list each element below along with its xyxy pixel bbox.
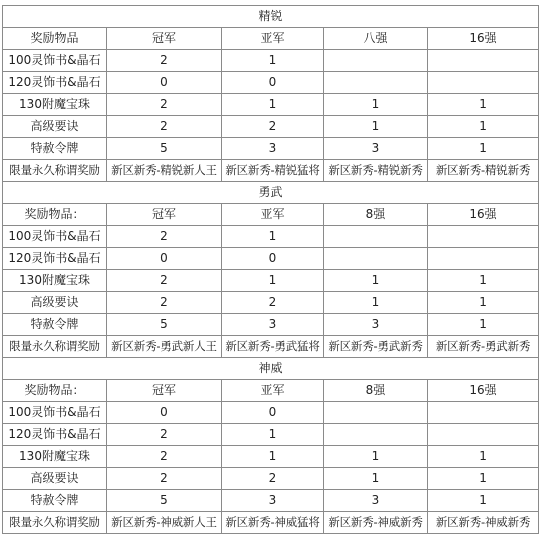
- section-title: 精锐: [3, 6, 539, 28]
- section-title-row: [3, 358, 539, 380]
- table-row: [3, 116, 539, 138]
- header-cell-champion: 冠军: [107, 380, 222, 402]
- value-cell: 2: [107, 94, 222, 116]
- value-cell: 2: [107, 292, 222, 314]
- header-cell-item: 奖励物品：: [3, 380, 107, 402]
- header-cell-top16: 16强: [428, 204, 539, 226]
- table-row: [3, 402, 539, 424]
- value-cell: 0: [107, 72, 222, 94]
- value-cell: 1: [324, 270, 428, 292]
- table-row: [3, 270, 539, 292]
- value-cell: 2: [107, 226, 222, 248]
- value-cell: [428, 50, 539, 72]
- header-cell-runner-up: 亚军: [222, 380, 324, 402]
- value-cell: 1: [428, 138, 539, 160]
- value-cell: [324, 50, 428, 72]
- value-cell: 5: [107, 138, 222, 160]
- reward-table-body: [3, 6, 539, 534]
- table-row: [3, 138, 539, 160]
- value-cell: [324, 72, 428, 94]
- value-cell: 3: [222, 138, 324, 160]
- value-cell: 3: [222, 490, 324, 512]
- header-cell-top8: 8强: [324, 380, 428, 402]
- value-cell: [324, 226, 428, 248]
- title-reward-cell: 新区新秀-精锐新秀: [324, 160, 428, 182]
- value-cell: [428, 424, 539, 446]
- table-row: [3, 248, 539, 270]
- value-cell: 2: [222, 292, 324, 314]
- value-cell: 0: [107, 248, 222, 270]
- item-name-cell: 高级要诀: [3, 116, 107, 138]
- item-name-cell: 特赦令牌: [3, 314, 107, 336]
- item-name-cell: 限量永久称谓奖励: [3, 512, 107, 534]
- value-cell: [428, 226, 539, 248]
- title-reward-cell: 新区新秀-精锐新秀: [428, 160, 539, 182]
- value-cell: 2: [222, 468, 324, 490]
- header-cell-top8: 8强: [324, 204, 428, 226]
- header-cell-top8: 八强: [324, 28, 428, 50]
- section-title-row: [3, 6, 539, 28]
- header-cell-top16: 16强: [428, 28, 539, 50]
- value-cell: 1: [222, 50, 324, 72]
- title-reward-cell: 新区新秀-勇武新秀: [428, 336, 539, 358]
- value-cell: 0: [222, 72, 324, 94]
- section-title: 神威: [3, 358, 539, 380]
- table-row: [3, 226, 539, 248]
- item-name-cell: 130附魔宝珠: [3, 94, 107, 116]
- value-cell: 1: [222, 424, 324, 446]
- header-cell-item: 奖励物品：: [3, 204, 107, 226]
- table-row: [3, 94, 539, 116]
- header-row: [3, 28, 539, 50]
- value-cell: 1: [324, 468, 428, 490]
- value-cell: [428, 248, 539, 270]
- value-cell: 1: [428, 468, 539, 490]
- header-cell-item: 奖励物品: [3, 28, 107, 50]
- value-cell: 1: [222, 270, 324, 292]
- title-reward-cell: 新区新秀-勇武新秀: [324, 336, 428, 358]
- item-name-cell: 130附魔宝珠: [3, 270, 107, 292]
- value-cell: 1: [324, 94, 428, 116]
- table-row: [3, 72, 539, 94]
- value-cell: [324, 248, 428, 270]
- title-reward-cell: 新区新秀-精锐新人王: [107, 160, 222, 182]
- title-reward-row: [3, 336, 539, 358]
- item-name-cell: 限量永久称谓奖励: [3, 336, 107, 358]
- value-cell: 1: [428, 116, 539, 138]
- item-name-cell: 130附魔宝珠: [3, 446, 107, 468]
- value-cell: 2: [107, 468, 222, 490]
- header-row: [3, 204, 539, 226]
- value-cell: 3: [324, 490, 428, 512]
- item-name-cell: 120灵饰书&晶石: [3, 72, 107, 94]
- table-row: [3, 468, 539, 490]
- item-name-cell: 120灵饰书&晶石: [3, 248, 107, 270]
- value-cell: 1: [428, 292, 539, 314]
- header-cell-runner-up: 亚军: [222, 28, 324, 50]
- table-row: [3, 50, 539, 72]
- value-cell: 2: [222, 116, 324, 138]
- value-cell: 2: [107, 270, 222, 292]
- title-reward-cell: 新区新秀-神威新人王: [107, 512, 222, 534]
- value-cell: 1: [428, 314, 539, 336]
- item-name-cell: 100灵饰书&晶石: [3, 50, 107, 72]
- value-cell: 1: [222, 226, 324, 248]
- item-name-cell: 特赦令牌: [3, 490, 107, 512]
- header-cell-champion: 冠军: [107, 204, 222, 226]
- value-cell: 1: [324, 292, 428, 314]
- item-name-cell: 100灵饰书&晶石: [3, 226, 107, 248]
- title-reward-row: [3, 160, 539, 182]
- value-cell: 2: [107, 446, 222, 468]
- value-cell: 2: [107, 50, 222, 72]
- value-cell: 1: [324, 116, 428, 138]
- title-reward-cell: 新区新秀-神威新秀: [324, 512, 428, 534]
- reward-table-container: [2, 5, 538, 534]
- value-cell: 1: [222, 446, 324, 468]
- value-cell: 1: [428, 94, 539, 116]
- title-reward-cell: 新区新秀-勇武新人王: [107, 336, 222, 358]
- value-cell: 0: [222, 402, 324, 424]
- table-row: [3, 314, 539, 336]
- value-cell: 3: [324, 314, 428, 336]
- section-title: 勇武: [3, 182, 539, 204]
- value-cell: [324, 424, 428, 446]
- value-cell: 3: [222, 314, 324, 336]
- value-cell: 1: [324, 446, 428, 468]
- value-cell: 0: [222, 248, 324, 270]
- title-reward-cell: 新区新秀-勇武猛将: [222, 336, 324, 358]
- value-cell: 1: [428, 490, 539, 512]
- table-row: [3, 292, 539, 314]
- item-name-cell: 120灵饰书&晶石: [3, 424, 107, 446]
- value-cell: 3: [324, 138, 428, 160]
- item-name-cell: 高级要诀: [3, 292, 107, 314]
- header-cell-champion: 冠军: [107, 28, 222, 50]
- item-name-cell: 100灵饰书&晶石: [3, 402, 107, 424]
- value-cell: 5: [107, 490, 222, 512]
- title-reward-cell: 新区新秀-神威新秀: [428, 512, 539, 534]
- value-cell: 2: [107, 424, 222, 446]
- value-cell: [428, 72, 539, 94]
- table-row: [3, 424, 539, 446]
- value-cell: 1: [428, 446, 539, 468]
- value-cell: [324, 402, 428, 424]
- item-name-cell: 特赦令牌: [3, 138, 107, 160]
- item-name-cell: 限量永久称谓奖励: [3, 160, 107, 182]
- value-cell: [428, 402, 539, 424]
- section-title-row: [3, 182, 539, 204]
- table-row: [3, 490, 539, 512]
- value-cell: 1: [428, 270, 539, 292]
- title-reward-row: [3, 512, 539, 534]
- header-row: [3, 380, 539, 402]
- table-row: [3, 446, 539, 468]
- value-cell: 2: [107, 116, 222, 138]
- title-reward-cell: 新区新秀-精锐猛将: [222, 160, 324, 182]
- value-cell: 0: [107, 402, 222, 424]
- value-cell: 5: [107, 314, 222, 336]
- title-reward-cell: 新区新秀-神威猛将: [222, 512, 324, 534]
- item-name-cell: 高级要诀: [3, 468, 107, 490]
- value-cell: 1: [222, 94, 324, 116]
- reward-table: [2, 5, 539, 534]
- header-cell-runner-up: 亚军: [222, 204, 324, 226]
- header-cell-top16: 16强: [428, 380, 539, 402]
